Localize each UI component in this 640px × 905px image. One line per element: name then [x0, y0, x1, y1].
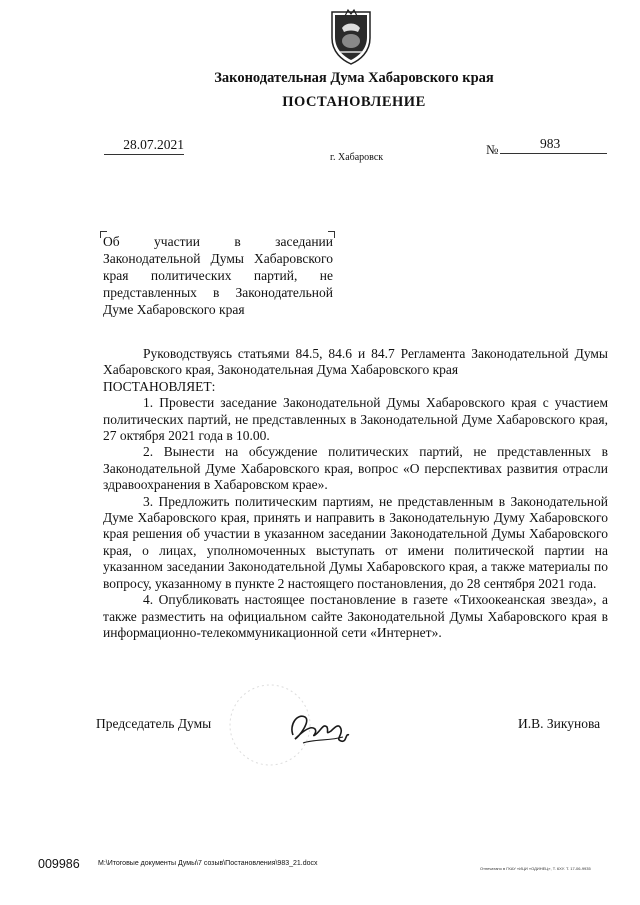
organization-title: Законодательная Дума Хабаровского края	[214, 70, 494, 86]
number-sign: №	[486, 142, 499, 157]
signatory-title: Председатель Думы	[96, 716, 212, 731]
resolution-item: 2. Вынести на обсуждение политических партий, не представленных в Законодательной Думе Хабаровского края, вопрос «О перспективах развития отрасли здравоохранения в Хабаровском крае».	[103, 444, 608, 493]
document-date: 28.07.2021	[104, 137, 184, 155]
resolves-heading: ПОСТАНОВЛЯЕТ:	[103, 378, 216, 394]
resolution-item: 1. Провести заседание Законодательной Думы Хабаровского края с участием политических партий, не представленных в Законодательной Думе Хабаровского края, 27 октября 2021 года в 10.00.	[103, 395, 608, 444]
print-info: Отпечатано в ГКАУ «ИЦИ «ОДИНЕЦ», Т. 6ХУ. Т. 17-06-9935	[480, 866, 591, 871]
resolution-item: 4. Опубликовать настоящее постановление в газете «Тихоокеанская звезда», а также разместить на официальном сайте Законодательной Думы Хабаровского края в информационно-телекоммуникационной сети «Интернет».	[103, 592, 608, 640]
document-type-title: ПОСТАНОВЛЕНИЕ	[282, 94, 426, 110]
signatory-name: И.В. Зикунова	[518, 716, 601, 731]
document-number: 983	[500, 136, 607, 154]
resolution-item: 3. Предложить политическим партиям, не представленным в Законодательной Думе Хабаровского края, принять и направить в Законодательную Думу Хабаровского края решения об участии в указанном заседании Законодательной Думы Хабаровского края, о лицах, уполномоченных выступать от имени политической партии на указанном заседании Законодательной Думы Хабаровского края, а также материалы по вопросу, указанному в пункте 2 настоящего постановления, до 28 сентября 2021 года.	[103, 493, 608, 591]
coat-of-arms-icon	[328, 8, 374, 66]
registration-number: 009986	[38, 857, 80, 871]
file-path: M:\Итоговые документы Думы\7 созыв\Постановления\983_21.docx	[98, 860, 318, 867]
handwritten-signature-icon	[285, 705, 355, 750]
preamble-paragraph: Руководствуясь статьями 84.5, 84.6 и 84.7 Регламента Законодательной Думы Хабаровского края, Законодательная Дума Хабаровского края	[103, 346, 608, 378]
document-subject: Об участии в заседании Законодательной Думы Хабаровского края политических партий, не представленных в Законодательной Думе Хабаровского края	[103, 234, 333, 317]
document-city: г. Хабаровск	[330, 152, 384, 163]
document-body	[103, 346, 608, 641]
